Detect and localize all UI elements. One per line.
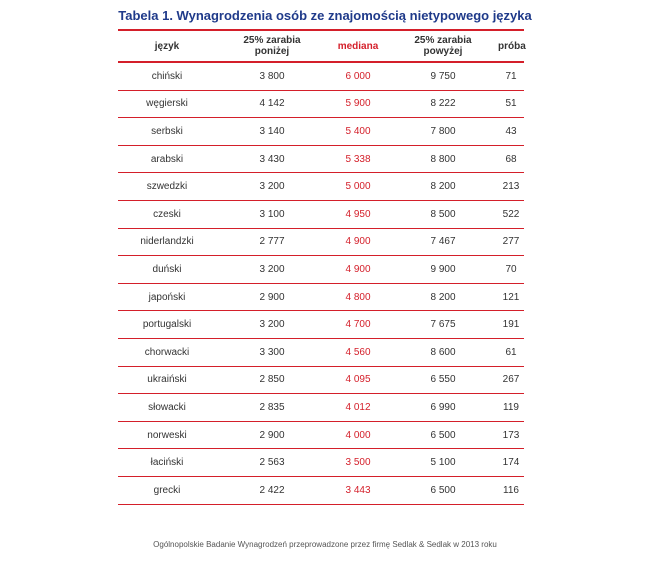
table-row xyxy=(118,118,524,146)
cell-language: chorwacki xyxy=(144,346,190,358)
cell-p25: 2 900 xyxy=(259,429,285,441)
cell-median: 5 338 xyxy=(345,153,371,165)
cell-language: łaciński xyxy=(150,457,184,469)
header-p75-line2: powyżej xyxy=(423,46,463,57)
table-row xyxy=(118,339,524,367)
table-row xyxy=(118,367,524,395)
cell-median: 3 443 xyxy=(345,484,371,496)
cell-median: 4 900 xyxy=(345,263,371,275)
cell-language: arabski xyxy=(150,153,184,165)
cell-sample: 68 xyxy=(505,153,517,165)
cell-sample: 71 xyxy=(505,70,517,82)
header-p75-line1: 25% zarabia xyxy=(414,35,472,46)
header-sample: próba xyxy=(498,40,526,52)
table-row xyxy=(118,146,524,174)
cell-p75: 8 800 xyxy=(430,153,456,165)
cell-sample: 213 xyxy=(502,181,520,193)
cell-p25: 3 200 xyxy=(259,181,285,193)
table-row xyxy=(118,256,524,284)
cell-p75: 8 200 xyxy=(430,291,456,303)
cell-p75: 5 100 xyxy=(430,457,456,469)
cell-p25: 4 142 xyxy=(259,98,285,110)
cell-language: węgierski xyxy=(146,98,188,110)
cell-sample: 174 xyxy=(502,457,520,469)
cell-p75: 6 550 xyxy=(430,374,456,386)
cell-language: ukraiński xyxy=(147,374,187,386)
cell-median: 6 000 xyxy=(345,70,371,82)
cell-p25: 3 800 xyxy=(259,70,285,82)
cell-language: serbski xyxy=(151,125,183,137)
cell-language: niderlandzki xyxy=(140,236,194,248)
cell-language: szwedzki xyxy=(146,181,188,193)
cell-median: 4 000 xyxy=(345,429,371,441)
table-row xyxy=(118,91,524,119)
cell-p25: 3 140 xyxy=(259,125,285,137)
cell-p75: 7 675 xyxy=(430,319,456,331)
cell-p25: 3 100 xyxy=(259,208,285,220)
cell-sample: 277 xyxy=(502,236,520,248)
cell-language: czeski xyxy=(153,208,181,220)
cell-sample: 61 xyxy=(505,346,517,358)
cell-sample: 522 xyxy=(502,208,520,220)
footnote: Ogólnopolskie Badanie Wynagrodzeń przeprowadzone przez firmę Sedlak & Sedlak w 2013 roku xyxy=(153,540,497,549)
cell-p75: 7 800 xyxy=(430,125,456,137)
cell-language: chiński xyxy=(151,70,183,82)
cell-median: 4 700 xyxy=(345,319,371,331)
cell-sample: 116 xyxy=(503,484,519,496)
table-row xyxy=(118,201,524,229)
cell-p25: 2 422 xyxy=(259,484,285,496)
cell-p25: 3 430 xyxy=(259,153,285,165)
cell-median: 4 800 xyxy=(345,291,371,303)
cell-sample: 267 xyxy=(502,374,520,386)
cell-language: japoński xyxy=(148,291,186,303)
cell-median: 5 400 xyxy=(345,125,371,137)
cell-p75: 8 600 xyxy=(430,346,456,358)
cell-language: słowacki xyxy=(148,401,186,413)
cell-sample: 51 xyxy=(505,98,517,110)
cell-p25: 3 300 xyxy=(259,346,285,358)
table-body xyxy=(118,63,524,505)
cell-p75: 8 200 xyxy=(430,181,456,193)
cell-p75: 6 500 xyxy=(430,484,456,496)
salary-table xyxy=(118,29,524,505)
cell-sample: 70 xyxy=(505,263,517,275)
table-header-row xyxy=(118,31,524,63)
header-p25-line1: 25% zarabia xyxy=(243,35,301,46)
header-language: język xyxy=(154,40,180,52)
cell-p25: 2 777 xyxy=(259,236,285,248)
table-row xyxy=(118,229,524,257)
cell-language: portugalski xyxy=(142,319,192,331)
cell-language: duński xyxy=(152,263,182,275)
table-title: Tabela 1. Wynagrodzenia osób ze znajomością nietypowego języka xyxy=(118,8,532,23)
cell-p25: 3 200 xyxy=(259,263,285,275)
header-p75 xyxy=(388,35,498,57)
table-row xyxy=(118,173,524,201)
cell-median: 4 560 xyxy=(345,346,371,358)
cell-p25: 2 563 xyxy=(259,457,285,469)
cell-p25: 2 900 xyxy=(259,291,285,303)
cell-p75: 8 222 xyxy=(430,98,456,110)
cell-p75: 6 990 xyxy=(430,401,456,413)
cell-p75: 9 900 xyxy=(430,263,456,275)
cell-median: 5 900 xyxy=(345,98,371,110)
cell-p75: 6 500 xyxy=(430,429,456,441)
table-row xyxy=(118,284,524,312)
cell-median: 4 012 xyxy=(345,401,371,413)
cell-language: norweski xyxy=(147,429,187,441)
cell-sample: 119 xyxy=(503,401,519,413)
cell-sample: 191 xyxy=(502,319,520,331)
table-row xyxy=(118,477,524,505)
cell-p75: 8 500 xyxy=(430,208,456,220)
cell-median: 3 500 xyxy=(345,457,371,469)
header-p25 xyxy=(216,35,328,57)
cell-p75: 9 750 xyxy=(430,70,456,82)
table-row xyxy=(118,422,524,450)
cell-p25: 3 200 xyxy=(259,319,285,331)
cell-sample: 121 xyxy=(502,291,520,303)
table-row xyxy=(118,394,524,422)
table-row xyxy=(118,63,524,91)
cell-sample: 43 xyxy=(505,125,517,137)
cell-median: 4 095 xyxy=(345,374,371,386)
cell-median: 5 000 xyxy=(345,181,371,193)
header-p25-line2: poniżej xyxy=(254,46,290,57)
cell-p75: 7 467 xyxy=(430,236,456,248)
cell-median: 4 900 xyxy=(345,236,371,248)
table-row xyxy=(118,311,524,339)
cell-median: 4 950 xyxy=(345,208,371,220)
table-row xyxy=(118,449,524,477)
cell-language: grecki xyxy=(153,484,181,496)
header-median: mediana xyxy=(337,40,379,52)
cell-sample: 173 xyxy=(502,429,520,441)
cell-p25: 2 850 xyxy=(259,374,285,386)
cell-p25: 2 835 xyxy=(259,401,285,413)
